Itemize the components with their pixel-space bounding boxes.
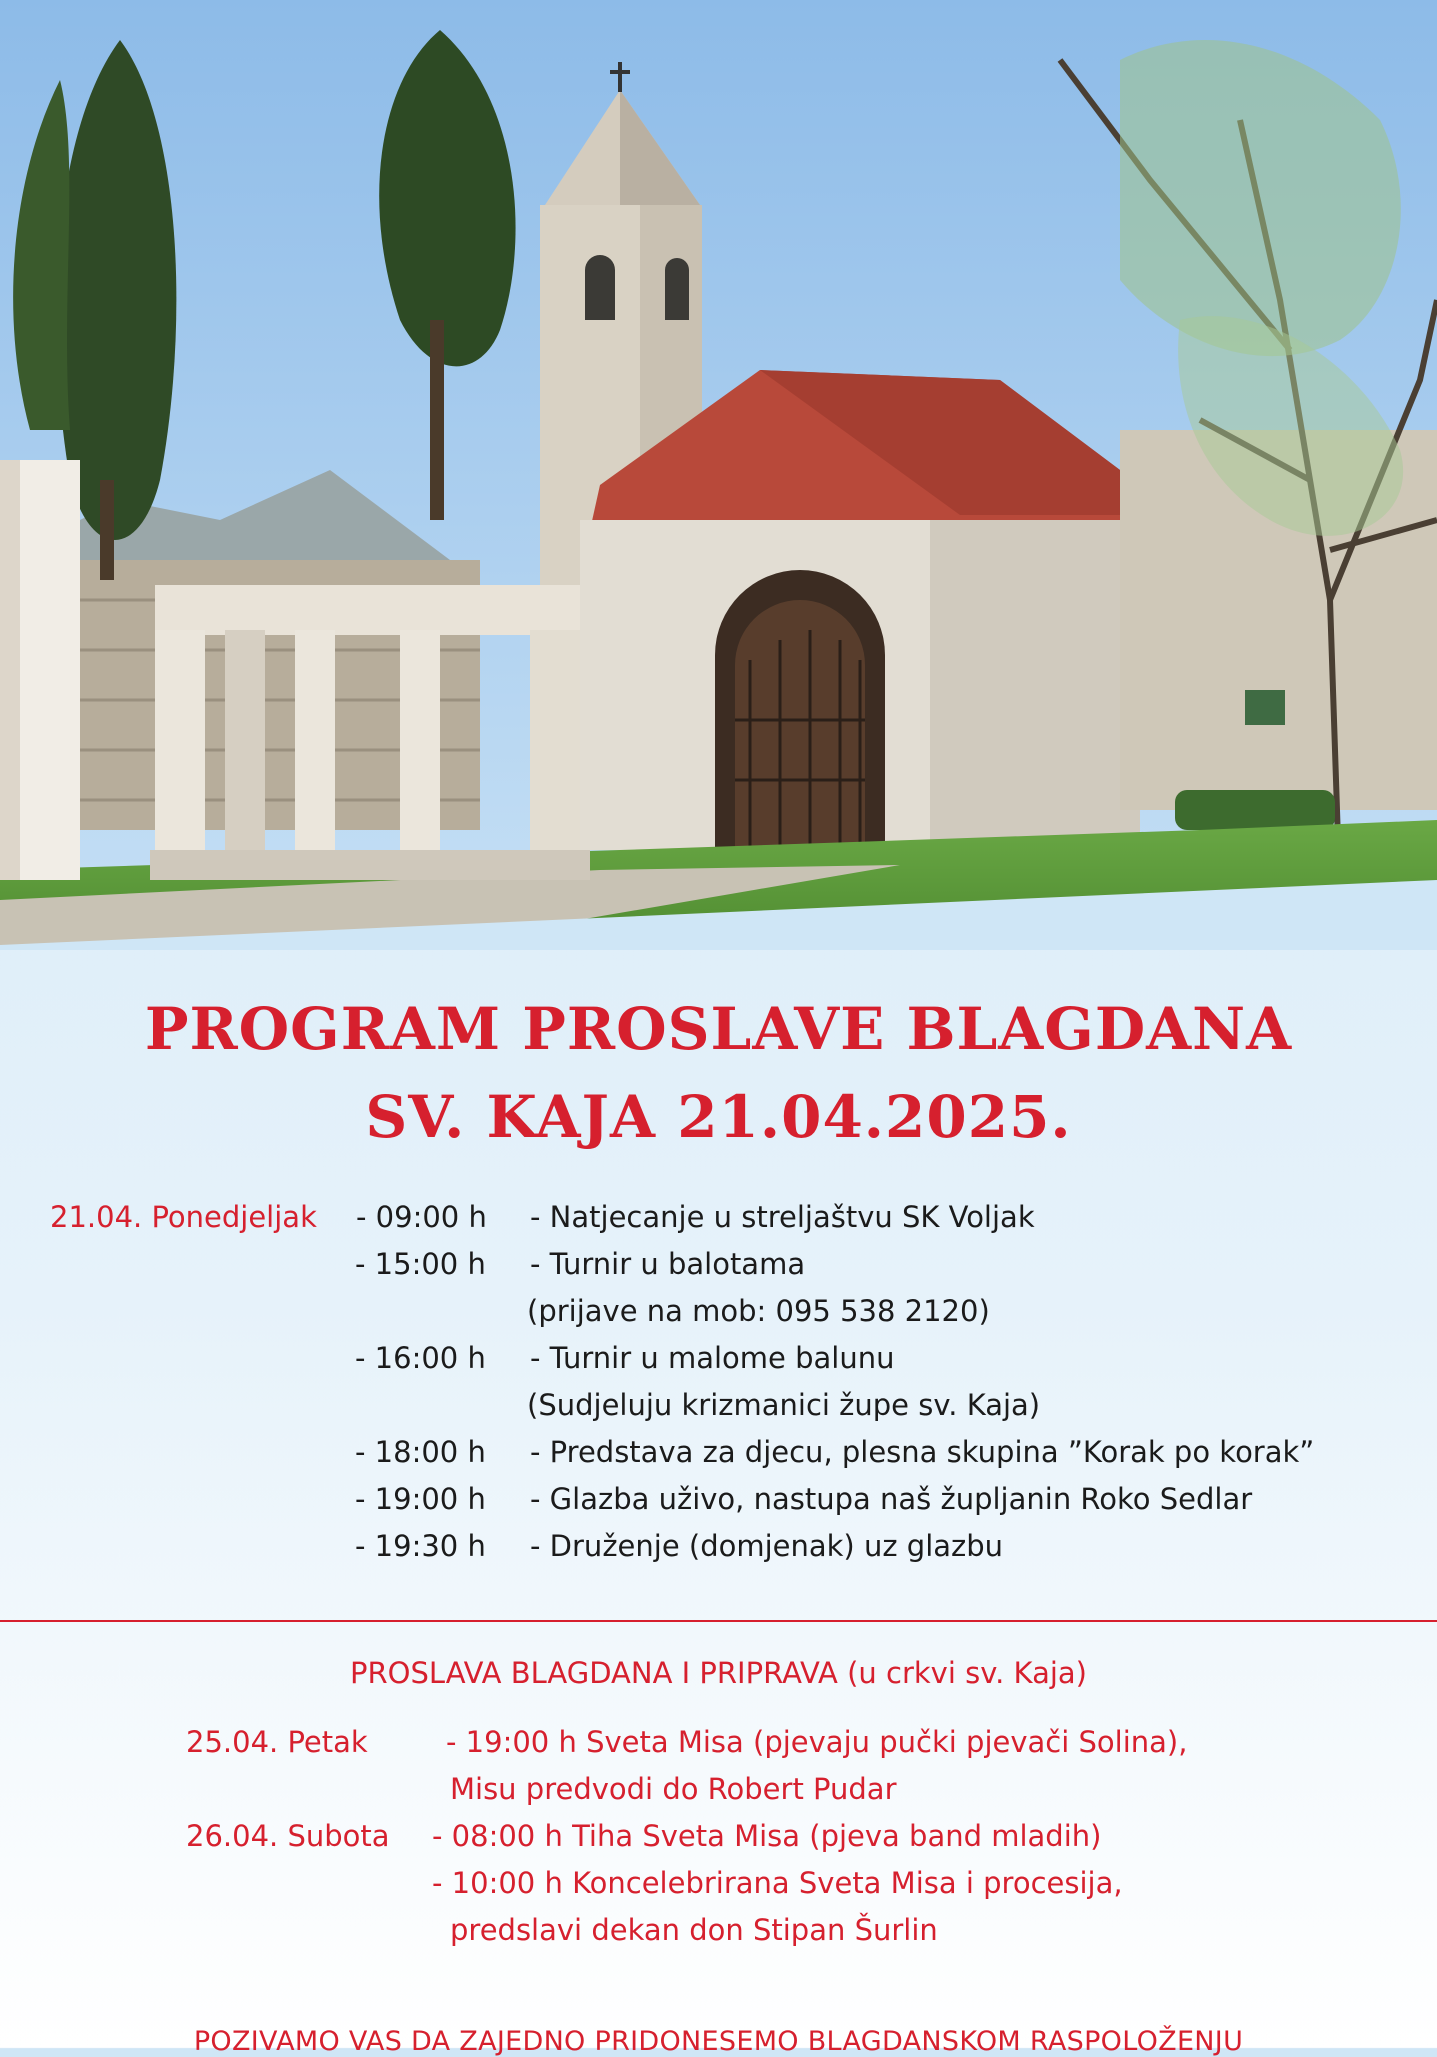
mass-day: 25.04. Petak xyxy=(186,1725,368,1759)
schedule-time: - 19:30 h xyxy=(355,1529,486,1563)
schedule-time: - 16:00 h xyxy=(355,1341,486,1375)
schedule-time: - 15:00 h xyxy=(355,1247,486,1281)
schedule-desc: - Predstava za djecu, plesna skupina ”Korak po korak” xyxy=(530,1435,1315,1469)
church-photo xyxy=(0,0,1437,950)
photo-bottom-edge xyxy=(0,0,1437,950)
mass-text: - 08:00 h Tiha Sveta Misa (pjeva band mladih) xyxy=(432,1819,1102,1853)
schedule-note: (prijave na mob: 095 538 2120) xyxy=(527,1294,990,1328)
schedule-desc: - Turnir u malome balunu xyxy=(530,1341,895,1375)
schedule-time: - 18:00 h xyxy=(355,1435,486,1469)
mass-text: - 19:00 h Sveta Misa (pjevaju pučki pjevači Solina), xyxy=(446,1725,1188,1759)
title-line-2: SV. KAJA 21.04.2025. xyxy=(365,1083,1072,1151)
schedule-note: (Sudjeluju krizmanici župe sv. Kaja) xyxy=(527,1388,1041,1422)
schedule-day: 21.04. Ponedjeljak xyxy=(50,1200,317,1234)
schedule-time: - 09:00 h xyxy=(356,1200,487,1234)
section-divider xyxy=(0,1620,1437,1622)
mass-text: - 10:00 h Koncelebrirana Sveta Misa i procesija, xyxy=(432,1866,1123,1900)
schedule-desc: - Natjecanje u streljaštvu SK Voljak xyxy=(530,1200,1035,1234)
title-line-1: PROGRAM PROSLAVE BLAGDANA xyxy=(144,995,1293,1063)
section2-title: PROSLAVA BLAGDANA I PRIPRAVA (u crkvi sv. Kaja) xyxy=(350,1656,1087,1690)
mass-text-cont: predslavi dekan don Stipan Šurlin xyxy=(450,1913,938,1947)
schedule-desc: - Glazba uživo, nastupa naš župljanin Roko Sedlar xyxy=(530,1482,1253,1516)
footer-invitation: POZIVAMO VAS DA ZAJEDNO PRIDONESEMO BLAGDANSKOM RASPOLOŽENJU xyxy=(193,2026,1244,2057)
schedule-desc: - Druženje (domjenak) uz glazbu xyxy=(530,1529,1004,1563)
mass-day: 26.04. Subota xyxy=(186,1819,390,1853)
schedule-time: - 19:00 h xyxy=(355,1482,486,1516)
mass-text-cont: Misu predvodi do Robert Pudar xyxy=(450,1772,897,1806)
schedule-desc: - Turnir u balotama xyxy=(530,1247,806,1281)
